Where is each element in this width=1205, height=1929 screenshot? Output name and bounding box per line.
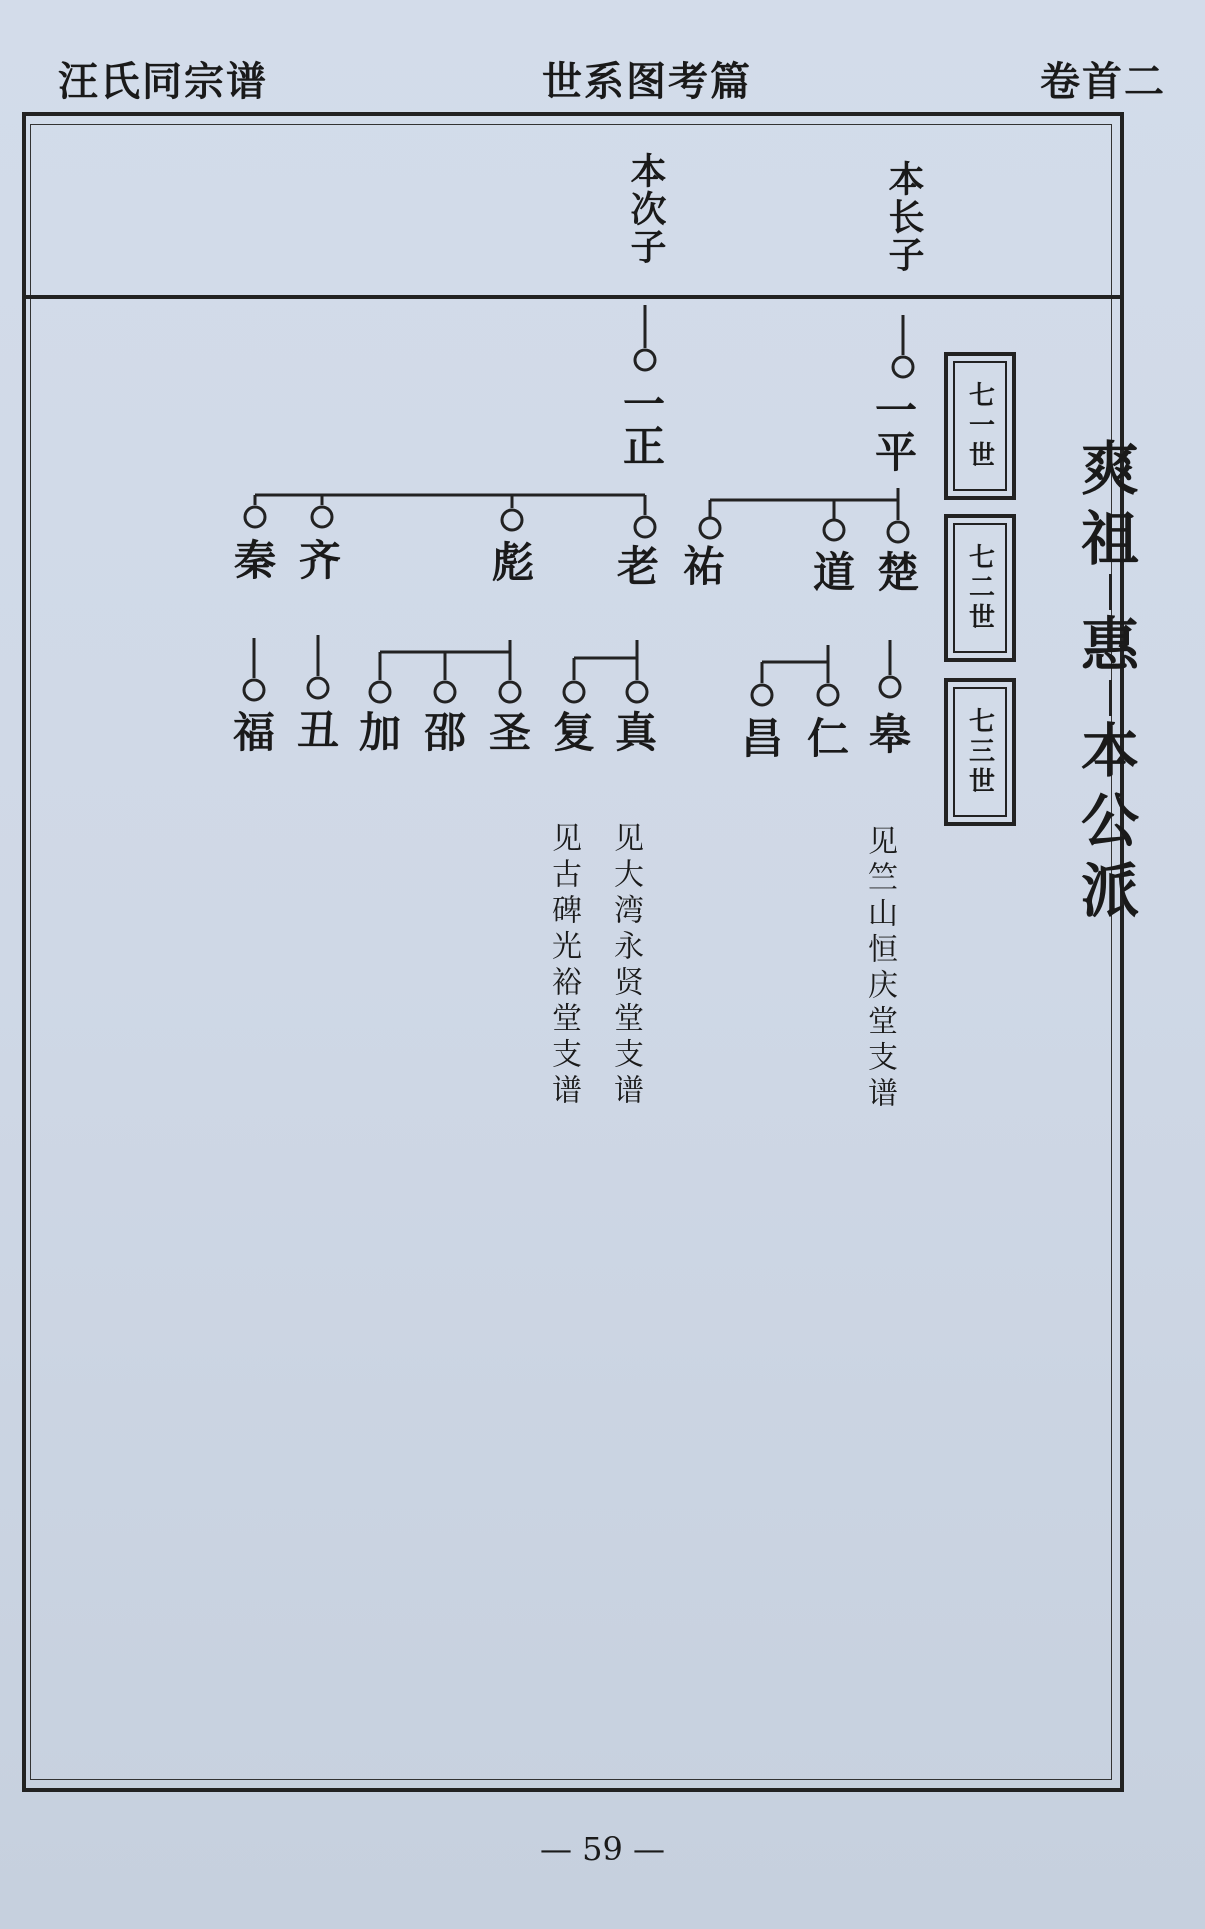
note-gao: 见竺山恒庆堂支谱: [862, 825, 897, 1113]
volume-label: 卷首二: [1040, 58, 1166, 105]
branch-char: 派: [1080, 857, 1139, 925]
person-dao: 道: [812, 548, 855, 597]
person-ping: 一平: [869, 388, 918, 472]
person-chu: 楚: [876, 548, 919, 597]
branch-connector: [1109, 680, 1112, 716]
section-title: 世系图考篇: [542, 58, 752, 105]
person-biao: 彪: [491, 538, 534, 587]
branch-title: [1060, 435, 1160, 925]
branch-char: 爽: [1080, 435, 1139, 503]
person-gao: 皋: [868, 710, 911, 759]
person-chou: 丑: [296, 706, 339, 755]
first-son-label: 本长子: [883, 160, 925, 274]
note-zhen: 见大湾永贤堂支谱: [608, 822, 643, 1110]
person-jia: 加: [358, 708, 401, 757]
generation-label: 七一世: [964, 381, 995, 471]
note-fu: 见古碑光裕堂支谱: [546, 822, 581, 1110]
person-shao: 邵: [423, 708, 466, 757]
generation-label: 七三世: [964, 707, 995, 797]
person-fuu: 福: [232, 708, 275, 757]
person-zhen: 真: [614, 708, 657, 757]
person-qi: 齐: [298, 536, 341, 585]
branch-connector: [1109, 574, 1112, 610]
branch-char: 惠: [1080, 611, 1139, 679]
generation-box-72: [944, 514, 1016, 662]
page-number: — 59 —: [539, 1830, 666, 1868]
person-fu: 复: [552, 708, 595, 757]
person-lao: 老: [616, 542, 659, 591]
generation-box-71: [944, 352, 1016, 500]
person-you: 祐: [682, 542, 725, 591]
person-ren: 仁: [806, 714, 849, 763]
person-qin: 秦: [233, 536, 276, 585]
branch-char: 公: [1080, 787, 1139, 855]
second-son-label: 本次子: [625, 152, 667, 266]
person-zheng: 一正: [617, 382, 666, 466]
branch-char: 祖: [1080, 505, 1139, 573]
person-chang: 昌: [740, 714, 783, 763]
generation-label: 七二世: [964, 543, 995, 633]
person-sheng: 圣: [488, 708, 531, 757]
generation-box-73: [944, 678, 1016, 826]
branch-char: 本: [1080, 717, 1139, 785]
book-title: 汪氏同宗谱: [58, 58, 268, 105]
